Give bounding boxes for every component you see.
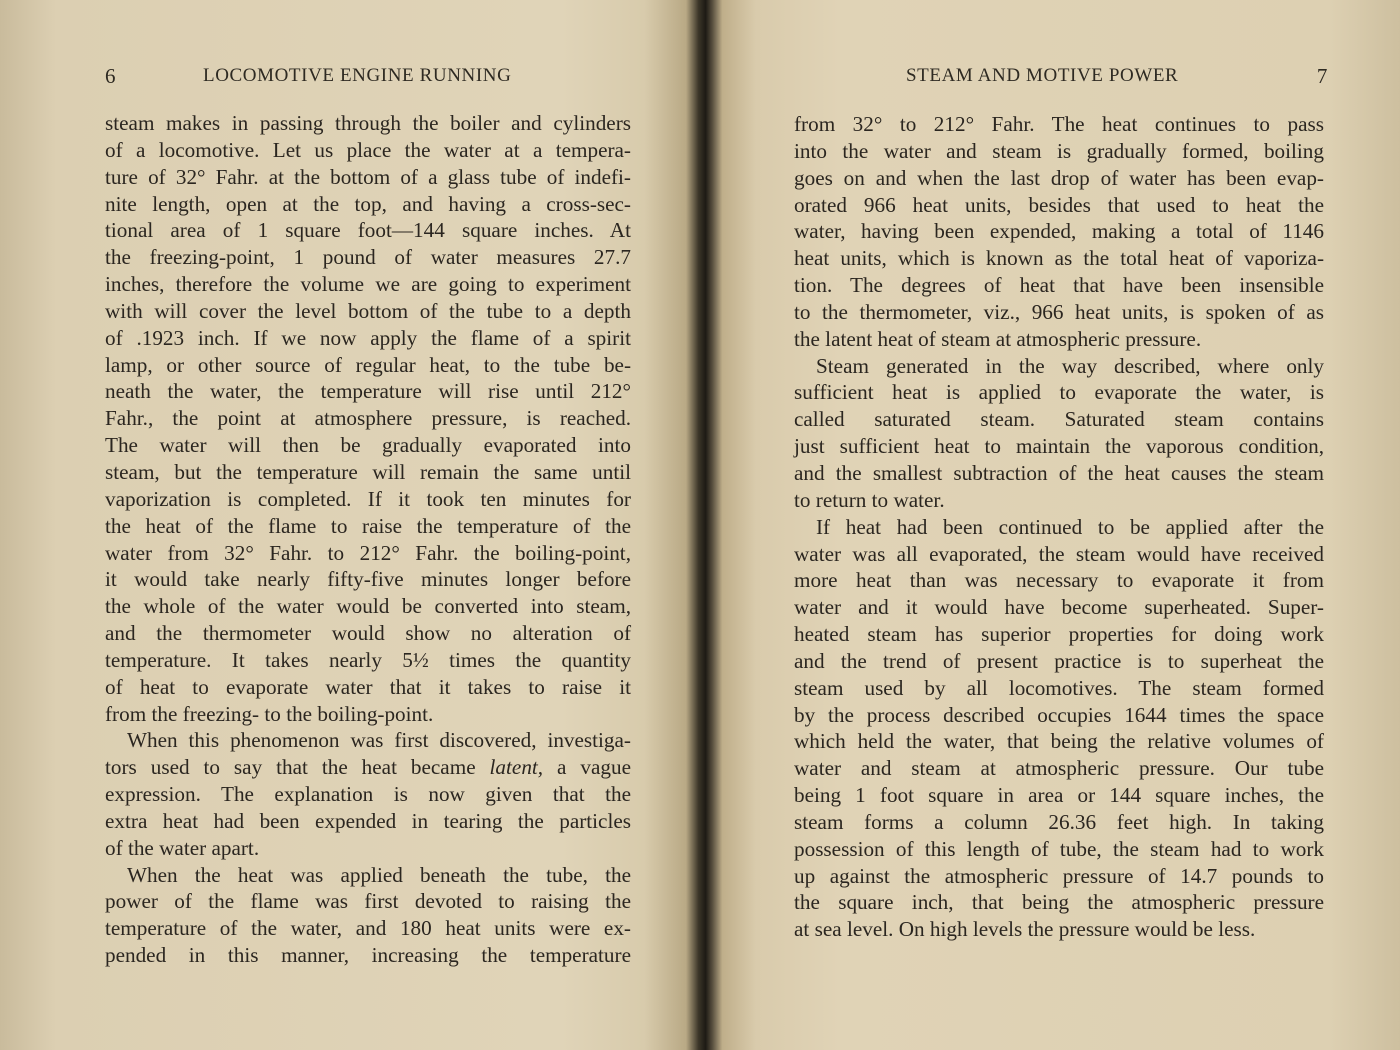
text-line: the latent heat of steam at atmospheric pressure. (794, 326, 1202, 351)
text-line: Fahr., the point at atmosphere pressure, is reached. (105, 406, 631, 431)
text-line: When the heat was applied beneath the tube, the (127, 862, 631, 887)
text-line: tional area of 1 square foot—144 square inches. At (105, 218, 631, 243)
text-line: water, having been expended, making a total of 1146 (794, 219, 1324, 244)
text-line: the heat of the flame to raise the temperature of the (105, 513, 631, 538)
text-line: more heat than was necessary to evaporate it from (794, 568, 1324, 593)
text-line: and the smallest subtraction of the heat causes the steam (794, 460, 1324, 485)
right-page (710, 0, 1400, 1050)
text-line: to the thermometer, viz., 966 heat units, is spoken of as (794, 299, 1324, 324)
text-line: the square inch, that being the atmospheric pressure (794, 890, 1324, 915)
text-line: at sea level. On high levels the pressure would be less. (794, 917, 1256, 942)
text-line: ture of 32° Fahr. at the bottom of a glass tube of indefi- (105, 164, 631, 189)
text-line: extra heat had been expended in tearing the particles (105, 808, 631, 833)
text-line: with will cover the level bottom of the tube to a depth (105, 298, 631, 323)
text-line: vaporization is completed. If it took ten minutes for (105, 486, 631, 511)
text-line: heat units, which is known as the total heat of vaporiza- (794, 246, 1324, 271)
text-line: and the trend of present practice is to superheat the (794, 648, 1324, 673)
right-body-text (794, 111, 1324, 943)
text-line: lamp, or other source of regular heat, to the tube be- (105, 352, 631, 377)
left-running-head (105, 64, 630, 90)
left-running-title: LOCOMOTIVE ENGINE RUNNING (203, 65, 512, 86)
text-line: sufficient heat is applied to evaporate the water, is (794, 380, 1324, 405)
right-running-head (796, 64, 1328, 90)
left-page-number: 6 (105, 64, 117, 88)
text-line: by the process described occupies 1644 times the space (794, 702, 1324, 727)
text-line: inches, therefore the volume we are going to experiment (105, 272, 631, 297)
text-line: water and steam at atmospheric pressure. Our tube (794, 756, 1324, 781)
text-line: just sufficient heat to maintain the vaporous condition, (794, 434, 1324, 459)
text-line: goes on and when the last drop of water has been evap- (794, 165, 1324, 190)
text-line: steam used by all locomotives. The steam formed (794, 675, 1324, 700)
text-line: which held the water, that being the relative volumes of (794, 729, 1324, 754)
text-line: nite length, open at the top, and having a cross-sec- (105, 191, 631, 216)
text-line: temperature. It takes nearly 5½ times the quantity (105, 647, 631, 672)
text-line: Steam generated in the way described, where only (816, 353, 1324, 378)
text-line: water from 32° Fahr. to 212° Fahr. the boiling-point, (105, 540, 631, 565)
text-line: neath the water, the temperature will rise until 212° (105, 379, 631, 404)
text-line: If heat had been continued to be applied after the (816, 514, 1324, 539)
text-line: from the freezing- to the boiling-point. (105, 701, 434, 726)
text-line: from 32° to 212° Fahr. The heat continues to pass (794, 112, 1324, 136)
text-line: The water will then be gradually evaporated into (105, 433, 631, 458)
text-line: being 1 foot square in area or 144 square inches, the (794, 783, 1324, 808)
text-line: possession of this length of tube, the steam had to work (794, 836, 1324, 861)
text-line: and the thermometer would show no alteration of (105, 621, 631, 646)
text-line: expression. The explanation is now given that the (105, 782, 631, 807)
text-line: steam forms a column 26.36 feet high. In taking (794, 809, 1324, 834)
text-line: tion. The degrees of heat that have been insensible (794, 273, 1324, 298)
text-line: into the water and steam is gradually formed, boiling (794, 138, 1324, 163)
text-line: water was all evaporated, the steam would have received (794, 541, 1324, 566)
text-line: power of the flame was first devoted to raising the (105, 889, 631, 914)
text-line: pended in this manner, increasing the temperature (105, 943, 631, 968)
text-line: heated steam has superior properties for doing work (794, 622, 1324, 647)
text-line: water and it would have become superheated. Super- (794, 595, 1324, 620)
text-line: orated 966 heat units, besides that used to heat the (794, 192, 1324, 217)
text-line-with-italic (105, 754, 631, 781)
text-segment: a vague (543, 755, 631, 780)
text-line: of the water apart. (105, 835, 260, 860)
text-line: steam makes in passing through the boiler and cylinders (105, 111, 631, 135)
left-body-text (105, 110, 631, 969)
text-line: called saturated steam. Saturated steam contains (794, 407, 1324, 432)
left-page (0, 0, 690, 1050)
text-segment: tors used to say that the heat became (105, 755, 490, 780)
text-line: When this phenomenon was first discovered, investiga- (127, 728, 631, 753)
text-line: up against the atmospheric pressure of 14.7 pounds to (794, 863, 1324, 888)
text-line: of heat to evaporate water that it takes to raise it (105, 674, 631, 699)
right-running-title: STEAM AND MOTIVE POWER (906, 65, 1179, 86)
text-line: of a locomotive. Let us place the water at a tempera- (105, 137, 631, 162)
text-line: of .1923 inch. If we now apply the flame of a spirit (105, 325, 631, 350)
text-line: temperature of the water, and 180 heat units were ex- (105, 916, 631, 941)
text-line: to return to water. (794, 487, 945, 512)
text-line: the freezing-point, 1 pound of water measures 27.7 (105, 245, 631, 270)
text-line: it would take nearly fifty-five minutes longer before (105, 567, 631, 592)
right-page-number: 7 (1316, 64, 1328, 88)
text-line: the whole of the water would be converted into steam, (105, 594, 631, 619)
text-line: steam, but the temperature will remain the same until (105, 459, 631, 484)
italic-word: latent, (489, 755, 544, 780)
